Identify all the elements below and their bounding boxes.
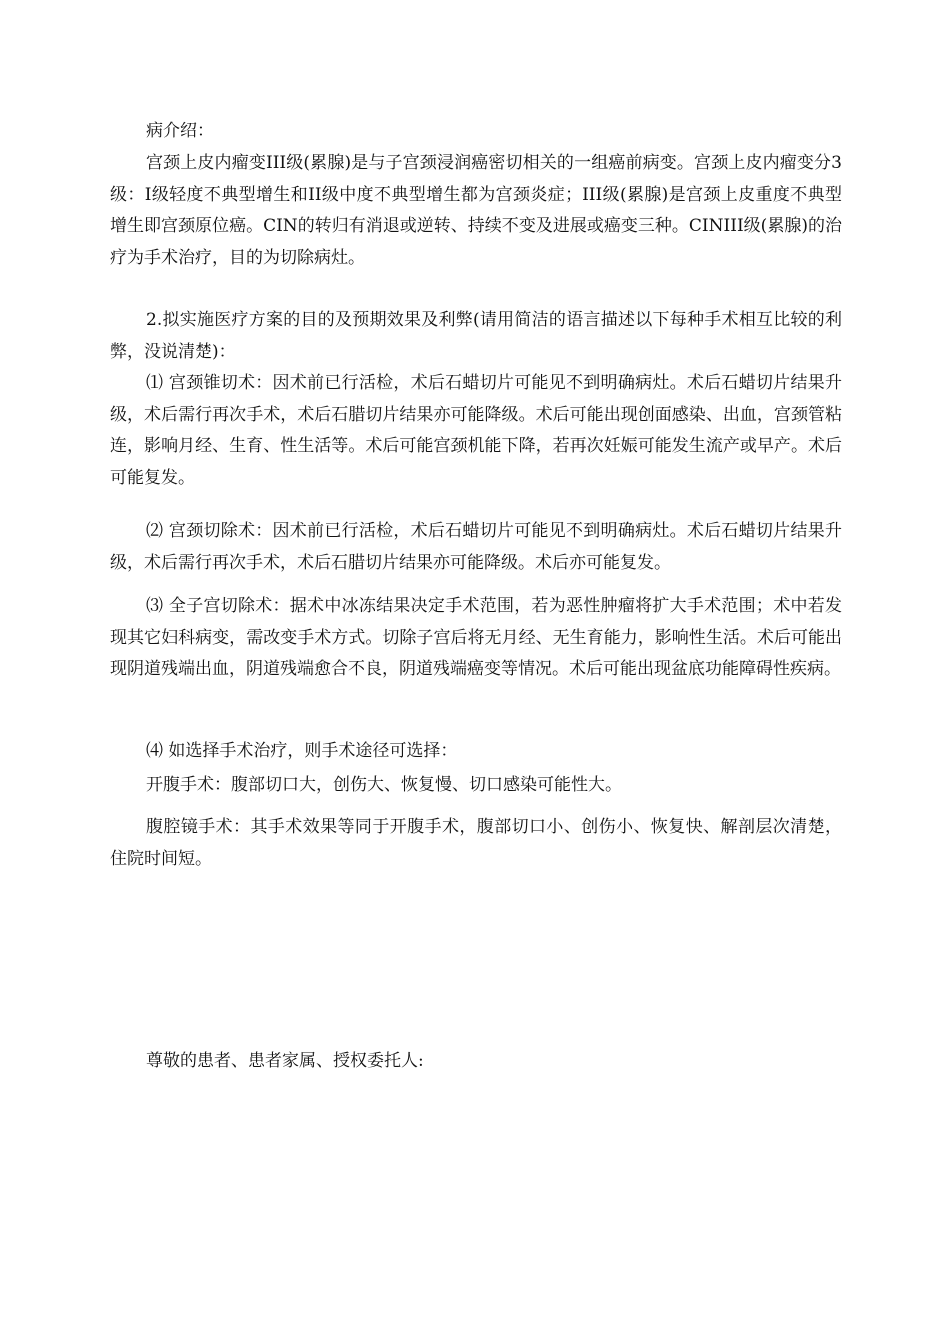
option-hysterectomy: ⑶ 全子宫切除术：据术中冰冻结果决定手术范围，若为恶性肿瘤将扩大手术范围；术中若发现其它妇科病变，需改变手术方式。切除子宫后将无月经、无生育能力，影响性生活。术后可能出现阴道残端出血，阴道残端愈合不良，阴道残端癌变等情况。术后可能出现盆底功能障碍性疾病。 [110, 596, 842, 679]
option-cone-biopsy: ⑴ 宫颈锥切术：因术前已行活检，术后石蜡切片可能见不到明确病灶。术后石蜡切片结果升级，术后需行再次手术，术后石腊切片结果亦可能降级。术后可能出现创面感染、出血，宫颈管粘连，影响月经、生育、性生活等。术后可能宫颈机能下降，若再次妊娠可能发生流产或早产。术后可能复发。 [110, 373, 842, 488]
disease-description: 宫颈上皮内瘤变III级(累腺)是与子宫颈浸润癌密切相关的一组癌前病变。宫颈上皮内瘤变分3级：I级轻度不典型增生和II级中度不典型增生都为宫颈炎症；III级(累腺)是宫颈上皮重度不典型增生即宫颈原位癌。CIN的转归有消退或逆转、持续不变及进展或癌变三种。CINIII级(累腺)的治疗为手术治疗，目的为切除病灶。 [110, 153, 842, 268]
laparoscopic-surgery-text: 腹腔镜手术：其手术效果等同于开腹手术，腹部切口小、创伤小、恢复快、解剖层次清楚，住院时间短。 [110, 817, 842, 869]
section2-heading: 2.拟实施医疗方案的目的及预期效果及利弊(请用简洁的语言描述以下每种手术相互比较的利弊，没说清楚)： [110, 310, 842, 362]
option-surgical-route: ⑷ 如选择手术治疗，则手术途径可选择： [146, 741, 458, 761]
option-cervicectomy: ⑵ 宫颈切除术：因术前已行活检，术后石蜡切片可能见不到明确病灶。术后石蜡切片结果升级，术后需行再次手术，术后石腊切片结果亦可能降级。术后亦可能复发。 [110, 521, 842, 573]
greeting-text: 尊敬的患者、患者家属、授权委托人: [146, 1051, 424, 1071]
open-surgery-text: 开腹手术：腹部切口大，创伤大、恢复慢、切口感染可能性大。 [146, 775, 622, 795]
intro-label: 病介绍： [146, 121, 214, 141]
